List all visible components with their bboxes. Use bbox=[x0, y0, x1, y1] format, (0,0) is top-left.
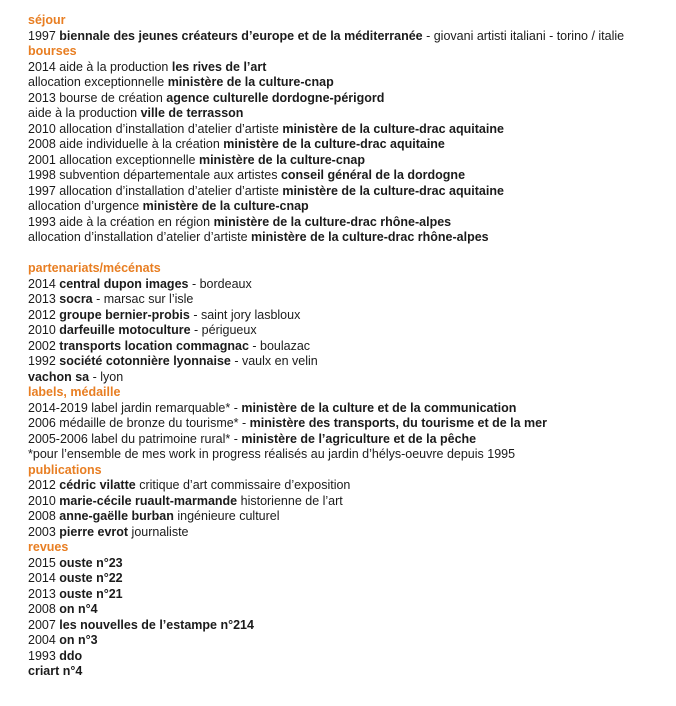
emphasis-text: ministère de la culture et de la communication bbox=[241, 400, 517, 415]
plain-text: 2008 bbox=[28, 602, 60, 616]
cv-line bbox=[28, 215, 668, 231]
section-sejour bbox=[28, 13, 668, 44]
plain-text: - boulazac bbox=[248, 338, 311, 353]
plain-text: 2014-2019 label jardin remarquable* - bbox=[28, 400, 242, 415]
cv-line bbox=[28, 587, 668, 603]
section-title-partenariats-mecenats: partenariats/mécénats bbox=[28, 261, 161, 275]
cv-line bbox=[28, 230, 668, 246]
emphasis-text: les nouvelles de l’estampe n°214 bbox=[59, 617, 254, 632]
section-bourses bbox=[28, 44, 668, 246]
plain-text: - vaulx en velin bbox=[230, 354, 318, 368]
emphasis-text: ministère de la culture-drac aquitaine bbox=[282, 121, 504, 136]
cv-line bbox=[28, 618, 668, 634]
emphasis-text: criart n°4 bbox=[28, 664, 83, 678]
plain-text: critique d’art commissaire d’exposition bbox=[135, 478, 351, 492]
section-partenariats-mecenats bbox=[28, 261, 668, 385]
plain-text: 2010 allocation d’installation d’atelier d’artiste bbox=[28, 121, 283, 136]
emphasis-text: ouste n°21 bbox=[59, 586, 123, 601]
cv-line bbox=[28, 401, 668, 417]
emphasis-text: conseil général de la dordogne bbox=[280, 168, 466, 182]
plain-text: 2014 bbox=[28, 571, 60, 585]
cv-line bbox=[28, 478, 668, 494]
emphasis-text: anne-gaëlle burban bbox=[59, 509, 174, 523]
plain-text: historienne de l’art bbox=[237, 493, 343, 508]
plain-text: 2010 bbox=[28, 323, 60, 337]
cv-line bbox=[28, 370, 668, 386]
emphasis-text: ville de terrasson bbox=[140, 106, 244, 120]
cv-line bbox=[28, 649, 668, 665]
emphasis-text: transports location commagnac bbox=[59, 338, 249, 353]
cv-line bbox=[28, 494, 668, 510]
cv-line bbox=[28, 664, 668, 680]
plain-text: aide à la production bbox=[28, 106, 141, 120]
plain-text: 2012 bbox=[28, 478, 60, 492]
emphasis-text: ministère de la culture-cnap bbox=[198, 152, 365, 167]
emphasis-text: central dupon images bbox=[59, 276, 189, 291]
section-labels-medaille bbox=[28, 385, 668, 463]
emphasis-text: société cotonnière lyonnaise bbox=[59, 354, 231, 368]
cv-line bbox=[28, 416, 668, 432]
cv-line bbox=[28, 106, 668, 122]
emphasis-text: pierre evrot bbox=[59, 524, 129, 539]
cv-line bbox=[28, 199, 668, 215]
plain-text: 2014 aide à la production bbox=[28, 59, 172, 74]
cv-line bbox=[28, 556, 668, 572]
cv-line bbox=[28, 571, 668, 587]
plain-text: - périgueux bbox=[190, 323, 257, 337]
cv-line bbox=[28, 168, 668, 184]
emphasis-text: ministère de la culture-drac rhône-alpes bbox=[251, 230, 489, 244]
plain-text: 2008 aide individuelle à la création bbox=[28, 137, 224, 151]
plain-text: 2003 bbox=[28, 524, 60, 539]
emphasis-text: on n°4 bbox=[59, 602, 98, 616]
cv-line bbox=[28, 525, 668, 541]
plain-text: allocation d’urgence bbox=[28, 199, 143, 213]
plain-text: 2010 bbox=[28, 493, 60, 508]
emphasis-text: marie-cécile ruault-marmande bbox=[59, 493, 238, 508]
section-title-labels-medaille: labels, médaille bbox=[28, 385, 121, 399]
emphasis-text: ministère de la culture-drac aquitaine bbox=[282, 183, 504, 198]
plain-text: 1992 bbox=[28, 354, 60, 368]
plain-text: 2005-2006 label du patrimoine rural* - bbox=[28, 431, 242, 446]
plain-text: 1993 aide à la création en région bbox=[28, 214, 214, 229]
plain-text: - bordeaux bbox=[188, 276, 252, 291]
emphasis-text: ouste n°23 bbox=[59, 555, 123, 570]
plain-text: 2012 bbox=[28, 307, 60, 322]
cv-line bbox=[28, 137, 668, 153]
cv-line bbox=[28, 602, 668, 618]
cv-line bbox=[28, 323, 668, 339]
emphasis-text: ministère de la culture-cnap bbox=[167, 75, 334, 89]
emphasis-text: ministère de la culture-drac rhône-alpes bbox=[213, 214, 452, 229]
plain-text: - giovani artisti italiani - torino / italie bbox=[422, 28, 625, 43]
emphasis-text: biennale des jeunes créateurs d’europe et de la méditerranée bbox=[59, 28, 423, 43]
emphasis-text: ministère de la culture-drac aquitaine bbox=[223, 137, 445, 151]
cv-line bbox=[28, 91, 668, 107]
cv-line bbox=[28, 509, 668, 525]
plain-text: 2014 bbox=[28, 276, 60, 291]
cv-line bbox=[28, 339, 668, 355]
cv-line bbox=[28, 292, 668, 308]
plain-text: 2006 médaille de bronze du tourisme* - bbox=[28, 416, 250, 430]
cv-line bbox=[28, 29, 668, 45]
plain-text: 2013 bbox=[28, 292, 60, 306]
plain-text: - lyon bbox=[89, 369, 124, 384]
plain-text: allocation d’installation d’atelier d’artiste bbox=[28, 230, 252, 244]
emphasis-text: agence culturelle dordogne-périgord bbox=[166, 90, 385, 105]
plain-text: - saint jory lasbloux bbox=[189, 307, 301, 322]
emphasis-text: on n°3 bbox=[59, 633, 98, 647]
cv-line bbox=[28, 432, 668, 448]
emphasis-text: ministère de la culture-cnap bbox=[142, 199, 309, 213]
plain-text: 1997 allocation d’installation d’atelier d’artiste bbox=[28, 183, 283, 198]
emphasis-text: vachon sa bbox=[28, 369, 90, 384]
plain-text: 2013 bbox=[28, 586, 60, 601]
plain-text: journaliste bbox=[128, 524, 189, 539]
cv-line bbox=[28, 308, 668, 324]
plain-text: ingénieure culturel bbox=[173, 509, 280, 523]
section-publications bbox=[28, 463, 668, 541]
plain-text: 1998 subvention départementale aux artistes bbox=[28, 168, 281, 182]
plain-text: 2008 bbox=[28, 509, 60, 523]
cv-line bbox=[28, 633, 668, 649]
emphasis-text: darfeuille motoculture bbox=[59, 323, 191, 337]
emphasis-text: ministère des transports, du tourisme et de la mer bbox=[249, 416, 547, 430]
plain-text: 2007 bbox=[28, 617, 60, 632]
plain-text: 2015 bbox=[28, 555, 60, 570]
emphasis-text: ouste n°22 bbox=[59, 571, 123, 585]
cv-line bbox=[28, 354, 668, 370]
emphasis-text: groupe bernier-probis bbox=[59, 307, 190, 322]
emphasis-text: socra bbox=[59, 292, 93, 306]
cv-line bbox=[28, 60, 668, 76]
plain-text: allocation exceptionnelle bbox=[28, 75, 168, 89]
plain-text: 2001 allocation exceptionnelle bbox=[28, 152, 199, 167]
cv-line bbox=[28, 153, 668, 169]
section-title-revues: revues bbox=[28, 540, 69, 554]
plain-text: 1997 bbox=[28, 28, 60, 43]
plain-text: 2002 bbox=[28, 338, 60, 353]
plain-text: 2004 bbox=[28, 633, 60, 647]
plain-text: 1993 bbox=[28, 648, 60, 663]
cv-line bbox=[28, 184, 668, 200]
emphasis-text: ddo bbox=[59, 648, 83, 663]
plain-text: *pour l’ensemble de mes work in progress réalisés au jardin d’hélys-oeuvre depuis 1995 bbox=[28, 447, 516, 461]
cv-line bbox=[28, 277, 668, 293]
cv-line bbox=[28, 122, 668, 138]
emphasis-text: cédric vilatte bbox=[59, 478, 136, 492]
section-title-publications: publications bbox=[28, 462, 102, 477]
cv-line bbox=[28, 75, 668, 91]
cv-line bbox=[28, 447, 668, 463]
emphasis-text: ministère de l’agriculture et de la pêche bbox=[241, 431, 477, 446]
plain-text: 2013 bourse de création bbox=[28, 90, 167, 105]
section-title-sejour: séjour bbox=[28, 13, 66, 27]
emphasis-text: les rives de l’art bbox=[171, 59, 267, 74]
section-revues bbox=[28, 540, 668, 680]
section-title-bourses: bourses bbox=[28, 44, 77, 58]
plain-text: - marsac sur l’isle bbox=[92, 292, 194, 306]
